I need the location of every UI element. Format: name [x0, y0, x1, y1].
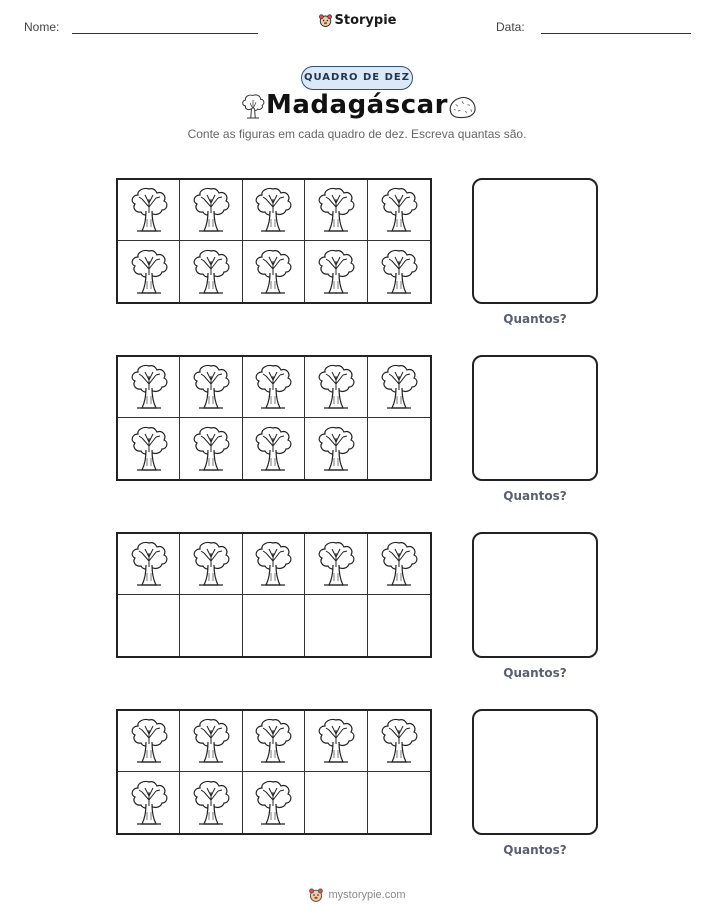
baobab-tree-icon — [127, 247, 171, 297]
baobab-tree-icon — [189, 716, 233, 766]
storypie-mascot-icon — [308, 887, 324, 903]
baobab-tree-icon — [377, 362, 421, 412]
ten-frame-cell — [180, 711, 242, 772]
baobab-tree-icon — [251, 424, 295, 474]
ten-frame-cell — [180, 357, 242, 418]
ten-frame-cell — [118, 711, 180, 772]
baobab-tree-icon — [251, 185, 295, 235]
baobab-tree-icon — [251, 539, 295, 589]
baobab-tree-icon — [127, 424, 171, 474]
instructions: Conte as figuras em cada quadro de dez. Escreva quantas são. — [187, 127, 527, 141]
baobab-tree-icon — [189, 185, 233, 235]
name-line[interactable] — [72, 33, 258, 34]
ten-frame-cell — [243, 595, 305, 656]
ten-frame-cell — [368, 595, 430, 656]
baobab-tree-icon — [127, 716, 171, 766]
ten-frame-cell — [180, 595, 242, 656]
answer-label-1: Quantos? — [503, 312, 567, 326]
baobab-tree-icon — [314, 362, 358, 412]
ten-frame-cell — [305, 711, 367, 772]
baobab-tree-icon — [189, 362, 233, 412]
baobab-tree-icon — [377, 247, 421, 297]
ten-frame-cell — [180, 180, 242, 241]
answer-label-2: Quantos? — [503, 489, 567, 503]
ten-frame-cell — [368, 241, 430, 302]
ten-frame-cell — [368, 711, 430, 772]
ten-frame-cell — [305, 772, 367, 833]
answer-label-4: Quantos? — [503, 843, 567, 857]
rock-icon — [446, 93, 478, 121]
ten-frame-cell — [305, 418, 367, 479]
ten-frame-cell — [118, 357, 180, 418]
ten-frame-cell — [180, 534, 242, 595]
baobab-tree-icon — [377, 185, 421, 235]
baobab-tree-icon — [251, 716, 295, 766]
ten-frame-cell — [368, 772, 430, 833]
ten-frame-cell — [180, 418, 242, 479]
storypie-mascot-icon — [318, 13, 333, 28]
ten-frame-cell — [368, 418, 430, 479]
ten-frame-3 — [116, 532, 432, 658]
answer-box-4[interactable] — [472, 709, 598, 835]
footer-url: mystorypie.com — [328, 889, 406, 901]
worksheet-type-badge: QUADRO DE DEZ — [301, 66, 413, 90]
ten-frame-cell — [368, 357, 430, 418]
page-title: Madagáscar — [266, 90, 448, 120]
ten-frame-cell — [368, 180, 430, 241]
ten-frame-cell — [305, 357, 367, 418]
baobab-tree-icon — [314, 424, 358, 474]
ten-frame-cell — [305, 241, 367, 302]
date-label: Data: — [496, 20, 525, 34]
brand-name: Storypie — [334, 13, 397, 28]
ten-frame-cell — [243, 241, 305, 302]
baobab-tree-icon — [314, 185, 358, 235]
ten-frame-cell — [180, 241, 242, 302]
ten-frame-cell — [243, 357, 305, 418]
baobab-tree-icon — [251, 362, 295, 412]
baobab-tree-icon — [127, 539, 171, 589]
answer-label-3: Quantos? — [503, 666, 567, 680]
baobab-tree-icon — [189, 247, 233, 297]
baobab-tree-icon — [127, 185, 171, 235]
date-line[interactable] — [541, 33, 691, 34]
baobab-tree-icon — [251, 778, 295, 828]
ten-frame-cell — [118, 241, 180, 302]
ten-frame-cell — [368, 534, 430, 595]
answer-box-3[interactable] — [472, 532, 598, 658]
answer-box-1[interactable] — [472, 178, 598, 304]
ten-frame-cell — [243, 180, 305, 241]
ten-frame-cell — [243, 534, 305, 595]
baobab-tree-icon — [189, 778, 233, 828]
ten-frame-cell — [305, 595, 367, 656]
ten-frame-cell — [305, 180, 367, 241]
ten-frame-cell — [243, 418, 305, 479]
ten-frame-cell — [118, 180, 180, 241]
baobab-tree-icon — [314, 716, 358, 766]
name-label: Nome: — [24, 20, 60, 34]
ten-frame-4 — [116, 709, 432, 835]
footer — [0, 887, 714, 903]
ten-frame-cell — [243, 772, 305, 833]
ten-frame-cell — [118, 534, 180, 595]
ten-frame-cell — [305, 534, 367, 595]
baobab-tree-icon — [189, 539, 233, 589]
baobab-tree-icon — [377, 716, 421, 766]
baobab-tree-icon — [251, 247, 295, 297]
baobab-tree-icon — [377, 539, 421, 589]
baobab-tree-icon — [314, 539, 358, 589]
ten-frame-cell — [180, 772, 242, 833]
brand — [0, 13, 714, 28]
ten-frame-cell — [118, 418, 180, 479]
ten-frame-cell — [118, 772, 180, 833]
ten-frame-2 — [116, 355, 432, 481]
ten-frame-1 — [116, 178, 432, 304]
baobab-tree-icon — [314, 247, 358, 297]
ten-frame-cell — [243, 711, 305, 772]
baobab-tree-icon — [189, 424, 233, 474]
ten-frame-cell — [118, 595, 180, 656]
answer-box-2[interactable] — [472, 355, 598, 481]
baobab-tree-icon — [127, 778, 171, 828]
baobab-tree-icon — [127, 362, 171, 412]
